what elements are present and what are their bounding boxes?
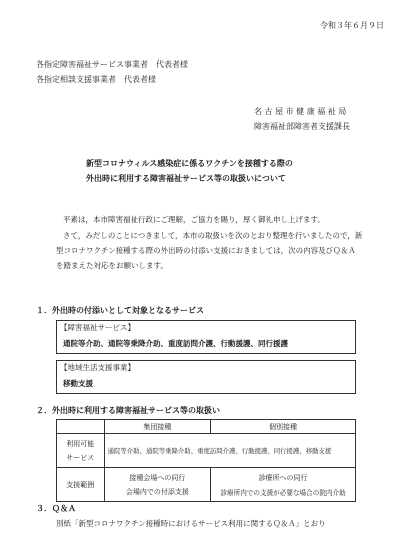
title-line-1: 新型コロナウィルス感染症に係るワクチンを接種する際の <box>86 159 293 168</box>
individual-scope-line-2: 診療所内での支援が必要な場合の院内介助 <box>220 488 346 497</box>
community-support-services-label: 【地域生活支援事業】 <box>60 363 135 372</box>
table-header-group-vaccination: 集団接種 <box>104 420 211 434</box>
recipient-1: 各指定障害福祉サービス事業者 代表者様 <box>36 60 188 69</box>
service-handling-table <box>56 419 356 502</box>
disability-welfare-services-box <box>56 320 356 354</box>
title-line-2: 外出時に利用する障害福祉サービス等の取扱いについて <box>86 174 286 183</box>
table-cell-individual-scope <box>211 468 356 502</box>
row-head-line-1: 利用可能 <box>66 439 95 448</box>
table-row-head-support-scope: 支援範囲 <box>57 468 105 502</box>
group-scope-line-2: 会場内での付添支援 <box>125 487 189 496</box>
section-3-heading: ３．Ｑ＆Ａ <box>36 504 76 513</box>
table-header-individual-vaccination: 個別接種 <box>211 420 356 434</box>
sender-department: 障害福祉部障害者支援課長 <box>254 122 350 131</box>
community-support-services-box <box>56 360 356 394</box>
section-3-text: 別紙「新型コロナワクチン接種時におけるサービス利用に関するＱ＆Ａ」とおり <box>56 519 326 528</box>
row-head-line-2: サービス <box>66 453 95 462</box>
document-date: 令和３年６月９日 <box>320 21 384 30</box>
table-cell-group-scope <box>104 468 211 502</box>
intro-paragraph-2-line-1: さて，みだしのことにつきまして，本市の取扱いを次のとおり整理を行いましたので，新 <box>63 231 363 240</box>
individual-scope-line-1: 診療所への同行 <box>258 473 308 482</box>
group-scope-line-1: 接種会場への同行 <box>129 473 186 482</box>
disability-welfare-services-label: 【障害福祉サービス】 <box>60 323 135 332</box>
community-support-services-list: 移動支援 <box>63 379 93 388</box>
intro-paragraph-2-line-3: を踏まえた対応をお願いします。 <box>56 261 168 270</box>
intro-paragraph-2-line-2: 型コロナワクチン接種する際の外出時の付添い支援におきましては，次の内容及びＱ＆Ａ <box>56 246 356 255</box>
section-1-heading: １．外出時の付添いとして対象となるサービス <box>36 306 204 315</box>
disability-welfare-services-list: 通院等介助、通院等乗降介助、重度訪問介護、行動援護、同行援護 <box>63 339 288 348</box>
table-row-head-available-services <box>57 434 105 468</box>
sender-organization: 名 古 屋 市 健 康 福 祉 局 <box>254 107 347 116</box>
intro-paragraph-1: 平素は，本市障害福祉行政にご理解，ご協力を賜り，厚く御礼申し上げます。 <box>63 215 325 224</box>
table-corner-cell <box>57 420 105 434</box>
recipient-2: 各指定相談支援事業者 代表者様 <box>36 75 156 84</box>
section-2-heading: ２．外出時に利用する障害福祉サービス等の取扱い <box>36 406 220 415</box>
table-cell-available-services: 通院等介助、通院等乗降介助、重度訪問介護、行動援護、同行援護、移動支援 <box>104 434 355 468</box>
